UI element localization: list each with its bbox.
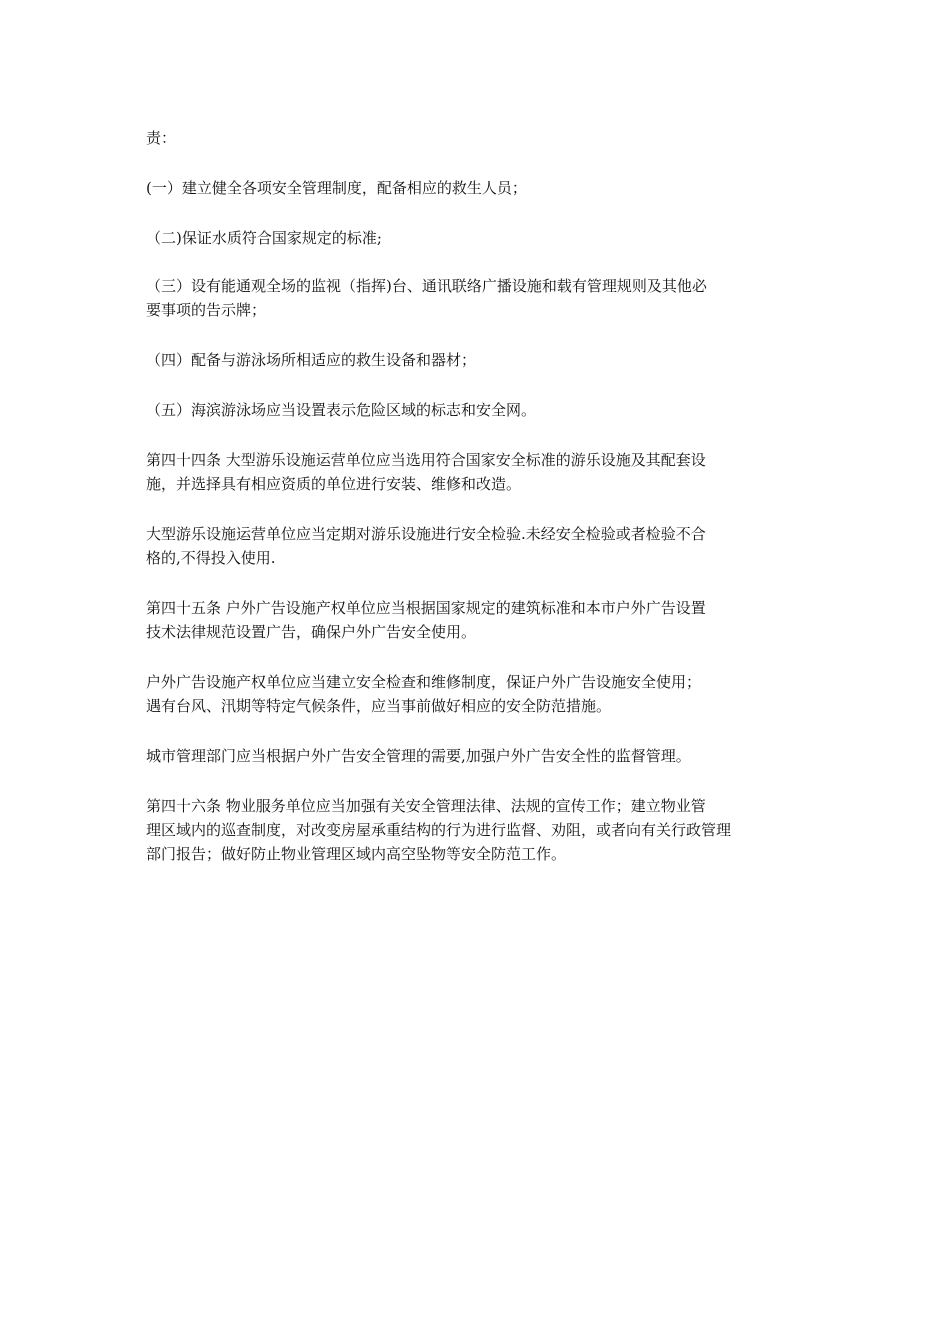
- paragraph-line: 技术法律规范设置广告，确保户外广告安全使用。: [146, 623, 477, 641]
- paragraph-line: 第四十四条 大型游乐设施运营单位应当选用符合国家安全标准的游乐设施及其配套设: [146, 451, 706, 469]
- paragraph-line: （五）海滨游泳场应当设置表示危险区域的标志和安全网。: [146, 401, 537, 419]
- paragraph-line: 第四十五条 户外广告设施产权单位应当根据国家规定的建筑标准和本市户外广告设置: [146, 599, 706, 617]
- paragraph-line: (一）建立健全各项安全管理制度，配备相应的救生人员；: [146, 179, 527, 197]
- paragraph-11: [146, 794, 810, 866]
- paragraph-6: [146, 448, 810, 496]
- paragraph-0: [146, 126, 810, 150]
- paragraph-1: [146, 176, 810, 200]
- paragraph-line: 格的,不得投入使用.: [146, 549, 276, 567]
- paragraph-line: 要事项的告示牌；: [146, 301, 267, 319]
- paragraph-line: 户外广告设施产权单位应当建立安全检查和维修制度，保证户外广告设施安全使用；: [146, 673, 702, 691]
- paragraph-8: [146, 596, 810, 644]
- paragraph-7: [146, 522, 810, 570]
- paragraph-line: 城市管理部门应当根据户外广告安全管理的需要,加强户外广告安全性的监督管理。: [146, 747, 691, 765]
- paragraph-5: [146, 398, 810, 422]
- paragraph-line: 理区域内的巡查制度，对改变房屋承重结构的行为进行监督、劝阻，或者向有关行政管理: [146, 821, 732, 839]
- paragraph-2: [146, 226, 810, 250]
- paragraph-line: （三）设有能通观全场的监视（指挥)台、通讯联络广播设施和载有管理规则及其他必: [146, 277, 707, 295]
- paragraph-line: 责：: [146, 129, 177, 147]
- paragraph-line: 遇有台风、汛期等特定气候条件，应当事前做好相应的安全防范措施。: [146, 697, 612, 715]
- paragraph-line: 第四十六条 物业服务单位应当加强有关安全管理法律、法规的宣传工作；建立物业管: [146, 797, 706, 815]
- paragraph-4: [146, 348, 810, 372]
- paragraph-line: 施，并选择具有相应资质的单位进行安装、维修和改造。: [146, 475, 522, 493]
- paragraph-line: （四）配备与游泳场所相适应的救生设备和器材；: [146, 351, 477, 369]
- paragraph-3: [146, 274, 810, 322]
- paragraph-line: （二)保证水质符合国家规定的标准;: [146, 229, 382, 247]
- paragraph-10: [146, 744, 810, 768]
- paragraph-line: 部门报告；做好防止物业管理区域内高空坠物等安全防范工作。: [146, 845, 567, 863]
- paragraph-line: 大型游乐设施运营单位应当定期对游乐设施进行安全检验.未经安全检验或者检验不合: [146, 525, 706, 543]
- paragraph-9: [146, 670, 810, 718]
